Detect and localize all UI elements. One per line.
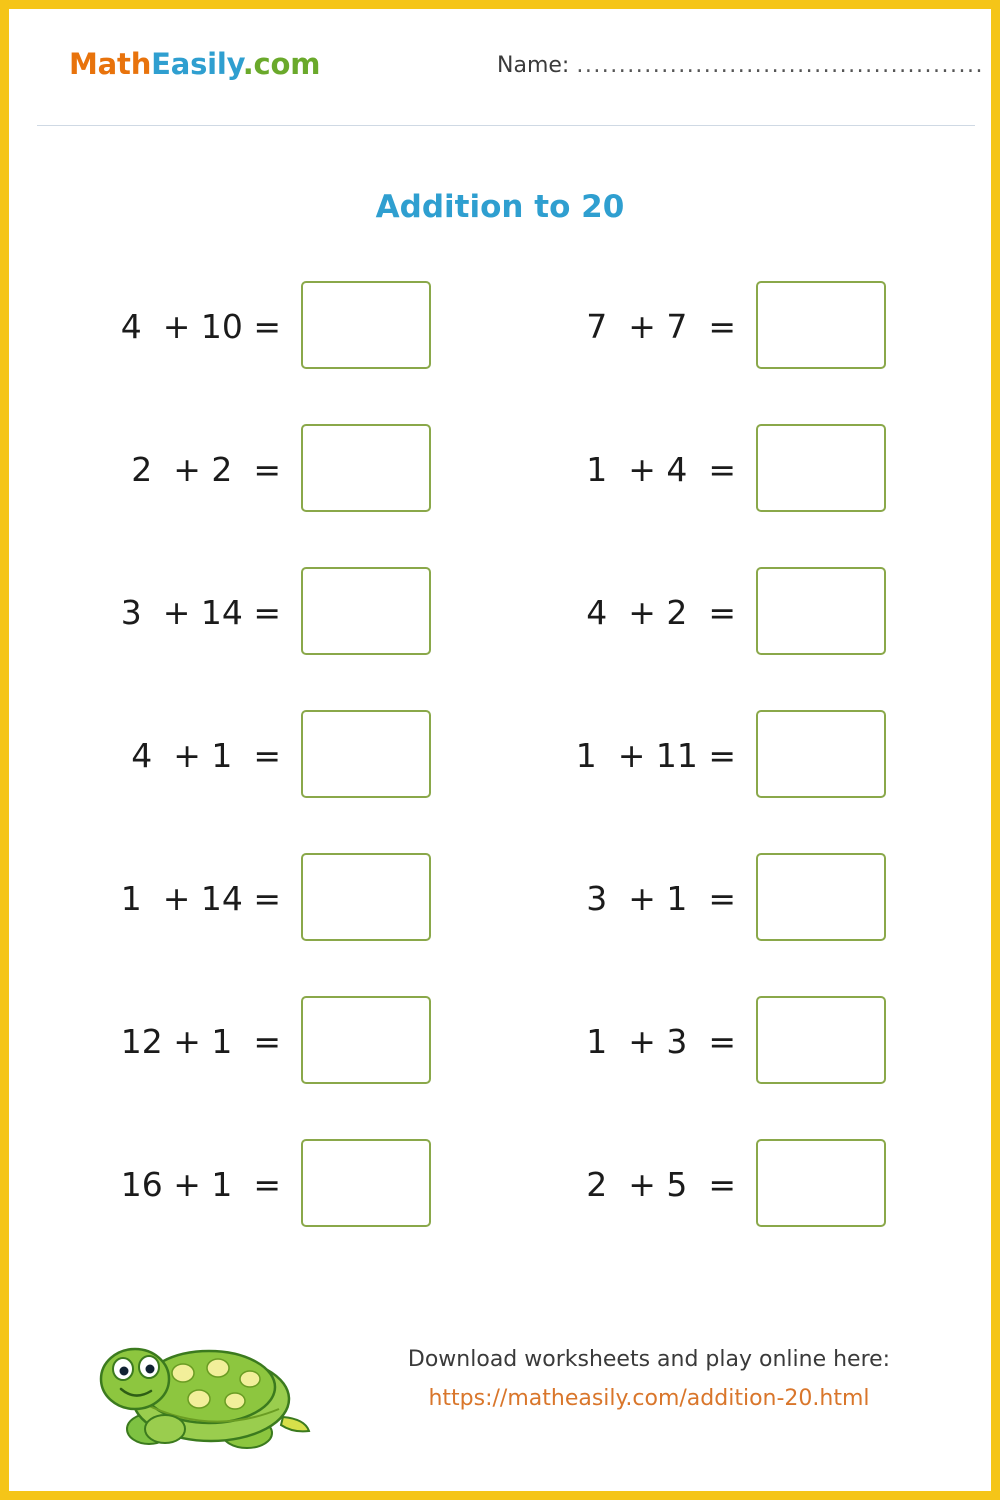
problem-expression: 3 + 14 = <box>120 593 281 632</box>
logo-part-easily: Easily <box>151 47 243 81</box>
footer-link[interactable]: https://matheasily.com/addition-20.html <box>428 1386 870 1411</box>
problem-expression: 1 + 4 = <box>586 450 736 489</box>
footer <box>339 1347 959 1411</box>
answer-box[interactable] <box>301 1139 431 1227</box>
problem-expression: 2 + 5 = <box>586 1165 736 1204</box>
problem-expression: 3 + 1 = <box>586 879 736 918</box>
problem-row <box>109 1139 529 1282</box>
problem-expression: 12 + 1 = <box>120 1022 281 1061</box>
problem-row <box>564 424 984 567</box>
answer-box[interactable] <box>301 424 431 512</box>
site-logo[interactable] <box>69 47 320 81</box>
answer-box[interactable] <box>756 1139 886 1227</box>
problem-expression: 4 + 10 = <box>120 307 281 346</box>
problem-row <box>564 567 984 710</box>
answer-box[interactable] <box>756 710 886 798</box>
problem-row <box>109 710 529 853</box>
problem-row <box>109 424 529 567</box>
problem-expression: 4 + 2 = <box>586 593 736 632</box>
answer-box[interactable] <box>301 996 431 1084</box>
answer-box[interactable] <box>756 281 886 369</box>
name-field[interactable] <box>497 53 984 78</box>
problem-expression: 1 + 11 = <box>575 736 736 775</box>
problem-expression: 1 + 14 = <box>120 879 281 918</box>
problem-row <box>564 1139 984 1282</box>
problem-row <box>564 710 984 853</box>
problems-column-right <box>564 281 984 1282</box>
problem-expression: 16 + 1 = <box>120 1165 281 1204</box>
answer-box[interactable] <box>756 424 886 512</box>
name-label: Name: <box>497 53 570 78</box>
answer-box[interactable] <box>756 996 886 1084</box>
footer-caption: Download worksheets and play online here: <box>407 1347 891 1372</box>
problem-row <box>109 281 529 424</box>
page-title: Addition to 20 <box>375 189 625 225</box>
turtle-icon <box>87 1321 317 1461</box>
problem-expression: 2 + 2 = <box>131 450 281 489</box>
problem-expression: 1 + 3 = <box>586 1022 736 1061</box>
answer-box[interactable] <box>301 710 431 798</box>
answer-box[interactable] <box>756 853 886 941</box>
problem-row <box>109 996 529 1139</box>
problem-expression: 4 + 1 = <box>131 736 281 775</box>
header-divider <box>37 125 975 126</box>
worksheet-header <box>9 47 991 107</box>
problem-row <box>564 281 984 424</box>
problem-row <box>564 996 984 1139</box>
answer-box[interactable] <box>301 281 431 369</box>
problem-row <box>564 853 984 996</box>
problems-column-left <box>109 281 529 1282</box>
name-dotted-line: ................................................ <box>576 53 984 78</box>
answer-box[interactable] <box>756 567 886 655</box>
answer-box[interactable] <box>301 567 431 655</box>
answer-box[interactable] <box>301 853 431 941</box>
problem-expression: 7 + 7 = <box>586 307 736 346</box>
problem-row <box>109 567 529 710</box>
logo-part-math: Math <box>69 47 152 81</box>
worksheet-sheet <box>9 9 991 1491</box>
logo-part-com: .com <box>242 47 321 81</box>
problem-row <box>109 853 529 996</box>
